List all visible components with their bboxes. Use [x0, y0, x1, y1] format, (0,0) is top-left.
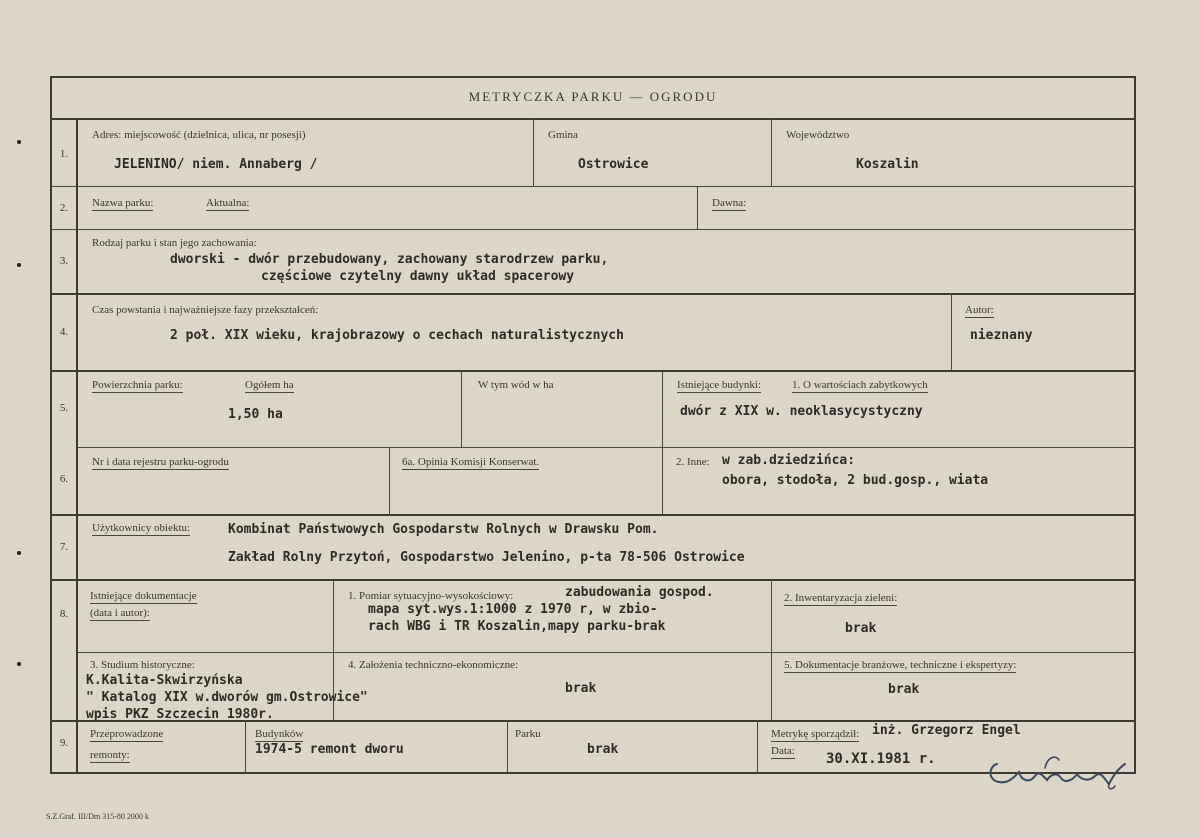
row-number: 1.: [59, 148, 69, 160]
conservation-opinion-label: 6a. Opinia Komisji Konserwat.: [402, 456, 540, 468]
historic-buildings-value: dwór z XIX w. neoklasycystyczny: [680, 404, 923, 419]
row-number: 8.: [59, 608, 69, 620]
history-phases-label: Czas powstania i najważniejsze fazy przekształceń:: [92, 304, 319, 316]
column-divider: [533, 118, 534, 186]
prepared-by-value: inż. Grzegorz Engel: [872, 723, 1021, 738]
park-name-label: Nazwa parku:: [92, 197, 154, 209]
buildings-renovation-label: Budynków: [255, 728, 304, 740]
row-divider: [50, 229, 1136, 230]
column-divider: [662, 370, 663, 514]
print-footer: S.Z.Graf. III/Dm 315-80 2000 k: [46, 812, 149, 821]
history-phases-value: 2 poł. XIX wieku, krajobrazowy o cechach naturalistycznych: [170, 328, 624, 343]
binder-dot: [17, 662, 21, 666]
address-value: JELENINO/ niem. Annaberg /: [114, 157, 318, 172]
gmina-value: Ostrowice: [578, 157, 649, 172]
current-name-label: Aktualna:: [206, 197, 250, 209]
users-line2: Zakład Rolny Przytoń, Gospodarstwo Jelenino, p-ta 78-506 Ostrowice: [228, 550, 745, 565]
existing-buildings-label: Istniejące budynki:: [677, 379, 762, 391]
column-divider: [771, 579, 772, 720]
other-buildings-line1: w zab.dziedzińca:: [722, 453, 856, 468]
tech-econ-value: brak: [565, 681, 597, 696]
renovations-label: Przeprowadzone: [90, 728, 164, 740]
park-renovation-value: brak: [587, 742, 619, 757]
row-number: 9.: [59, 737, 69, 749]
row-number: 7.: [59, 541, 69, 553]
survey-line3: rach WBG i TR Koszalin,mapy parku-brak: [368, 619, 666, 634]
buildings-renovation-value: 1974-5 remont dworu: [255, 742, 404, 757]
column-divider: [461, 370, 462, 447]
row-divider: [50, 579, 1136, 581]
historical-study-line3: wpis PKZ Szczecin 1980r.: [86, 707, 274, 722]
existing-docs-label: Istniejące dokumentacje: [90, 590, 197, 602]
row-divider: [50, 514, 1136, 516]
survey-line2: mapa syt.wys.1:1000 z 1970 r, w zbio-: [368, 602, 658, 617]
date-value: 30.XI.1981 r.: [826, 751, 936, 767]
column-divider: [951, 293, 952, 370]
survey-label: 1. Pomiar sytuacyjno-wysokościowy:: [348, 590, 514, 602]
row-divider: [50, 118, 1136, 120]
date-label: Data:: [771, 745, 795, 757]
water-area-label: W tym wód w ha: [478, 379, 554, 391]
gmina-label: Gmina: [548, 129, 578, 141]
historic-buildings-label: 1. O wartościach zabytkowych: [792, 379, 928, 391]
row-divider: [50, 370, 1136, 372]
branch-docs-value: brak: [888, 682, 920, 697]
park-type-line2: częściowe czytelny dawny układ spacerowy: [261, 269, 575, 284]
voivodeship-value: Koszalin: [856, 157, 919, 172]
column-divider: [697, 186, 698, 229]
signature-image: [985, 746, 1135, 792]
park-type-line1: dworski - dwór przebudowany, zachowany starodrzew parku,: [170, 252, 609, 267]
other-buildings-line2: obora, stodoła, 2 bud.gosp., wiata: [722, 473, 989, 488]
area-value: 1,50 ha: [228, 407, 283, 422]
column-divider: [771, 118, 772, 186]
historical-study-line2: " Katalog XIX w.dworów gm.Ostrowice": [86, 690, 368, 705]
former-name-label: Dawna:: [712, 197, 747, 209]
row-number: 4.: [59, 326, 69, 338]
row-divider: [76, 447, 1136, 448]
park-renovation-label: Parku: [515, 728, 541, 740]
binder-dot: [17, 263, 21, 267]
users-label: Użytkownicy obiektu:: [92, 522, 191, 534]
inventory-label: 2. Inwentaryzacja zieleni:: [784, 592, 898, 604]
voivodeship-label: Województwo: [786, 129, 850, 141]
other-buildings-label: 2. Inne:: [676, 456, 710, 468]
total-area-label: Ogółem ha: [245, 379, 294, 391]
row-number: 6.: [59, 473, 69, 485]
column-divider: [757, 720, 758, 774]
users-line1: Kombinat Państwowych Gospodarstw Rolnych w Drawsku Pom.: [228, 522, 659, 537]
branch-docs-label: 5. Dokumentacje branżowe, techniczne i ekspertyzy:: [784, 659, 1017, 671]
address-label: Adres: miejscowość (dzielnica, ulica, nr posesji): [92, 129, 306, 141]
historical-study-label: 3. Studium historyczne:: [90, 659, 195, 671]
park-type-label: Rodzaj parku i stan jego zachowania:: [92, 237, 257, 249]
binder-dot: [17, 551, 21, 555]
column-divider: [389, 447, 390, 514]
row-number: 5.: [59, 402, 69, 414]
column-divider: [245, 720, 246, 774]
area-label: Powierzchnia parku:: [92, 379, 183, 391]
tech-econ-label: 4. Założenia techniczno-ekonomiczne:: [348, 659, 519, 671]
author-value: nieznany: [970, 328, 1033, 343]
renovations-sublabel: remonty:: [90, 749, 130, 761]
row-divider: [50, 186, 1136, 187]
author-label: Autor:: [965, 304, 994, 316]
survey-line1: zabudowania gospod.: [565, 585, 714, 600]
prepared-by-label: Metrykę sporządził:: [771, 728, 860, 740]
inventory-value: brak: [845, 621, 877, 636]
form-title: METRYCZKA PARKU — OGRODU: [468, 89, 718, 104]
register-label: Nr i data rejestru parku-ogrodu: [92, 456, 229, 468]
row-number: 2.: [59, 202, 69, 214]
row-divider: [50, 293, 1136, 295]
row-divider: [76, 652, 1136, 653]
row-number: 3.: [59, 255, 69, 267]
column-divider: [507, 720, 508, 774]
existing-docs-sublabel: (data i autor):: [90, 607, 150, 619]
binder-dot: [17, 140, 21, 144]
historical-study-line1: K.Kalita-Skwirzyńska: [86, 673, 243, 688]
number-column-divider: [76, 118, 78, 774]
